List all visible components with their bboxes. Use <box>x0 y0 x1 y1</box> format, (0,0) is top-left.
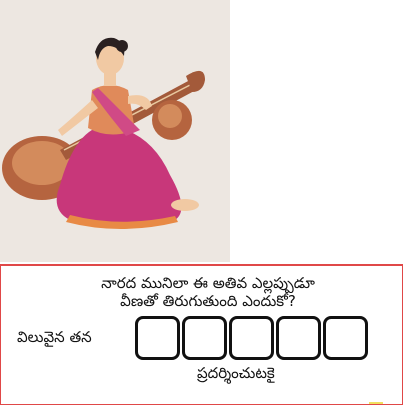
answer-box-2[interactable] <box>182 316 227 360</box>
answer-box-5[interactable] <box>323 316 368 360</box>
puzzle-question <box>63 274 353 310</box>
answer-prefix: విలువైన తన <box>17 328 92 346</box>
question-line-1: నారద మునిలా ఈ అతివ ఎల్లప్పుడూ <box>101 274 315 292</box>
answer-box-4[interactable] <box>276 316 321 360</box>
answer-box-3[interactable] <box>229 316 274 360</box>
puzzle-panel <box>0 264 403 405</box>
question-line-2: వీణతో తిరుగుతుంది ఎందుకో? <box>120 292 296 310</box>
answer-box-1[interactable] <box>135 316 180 360</box>
answer-boxes <box>135 316 368 360</box>
answer-suffix: ప్రదర్శించుటకై <box>197 364 275 382</box>
